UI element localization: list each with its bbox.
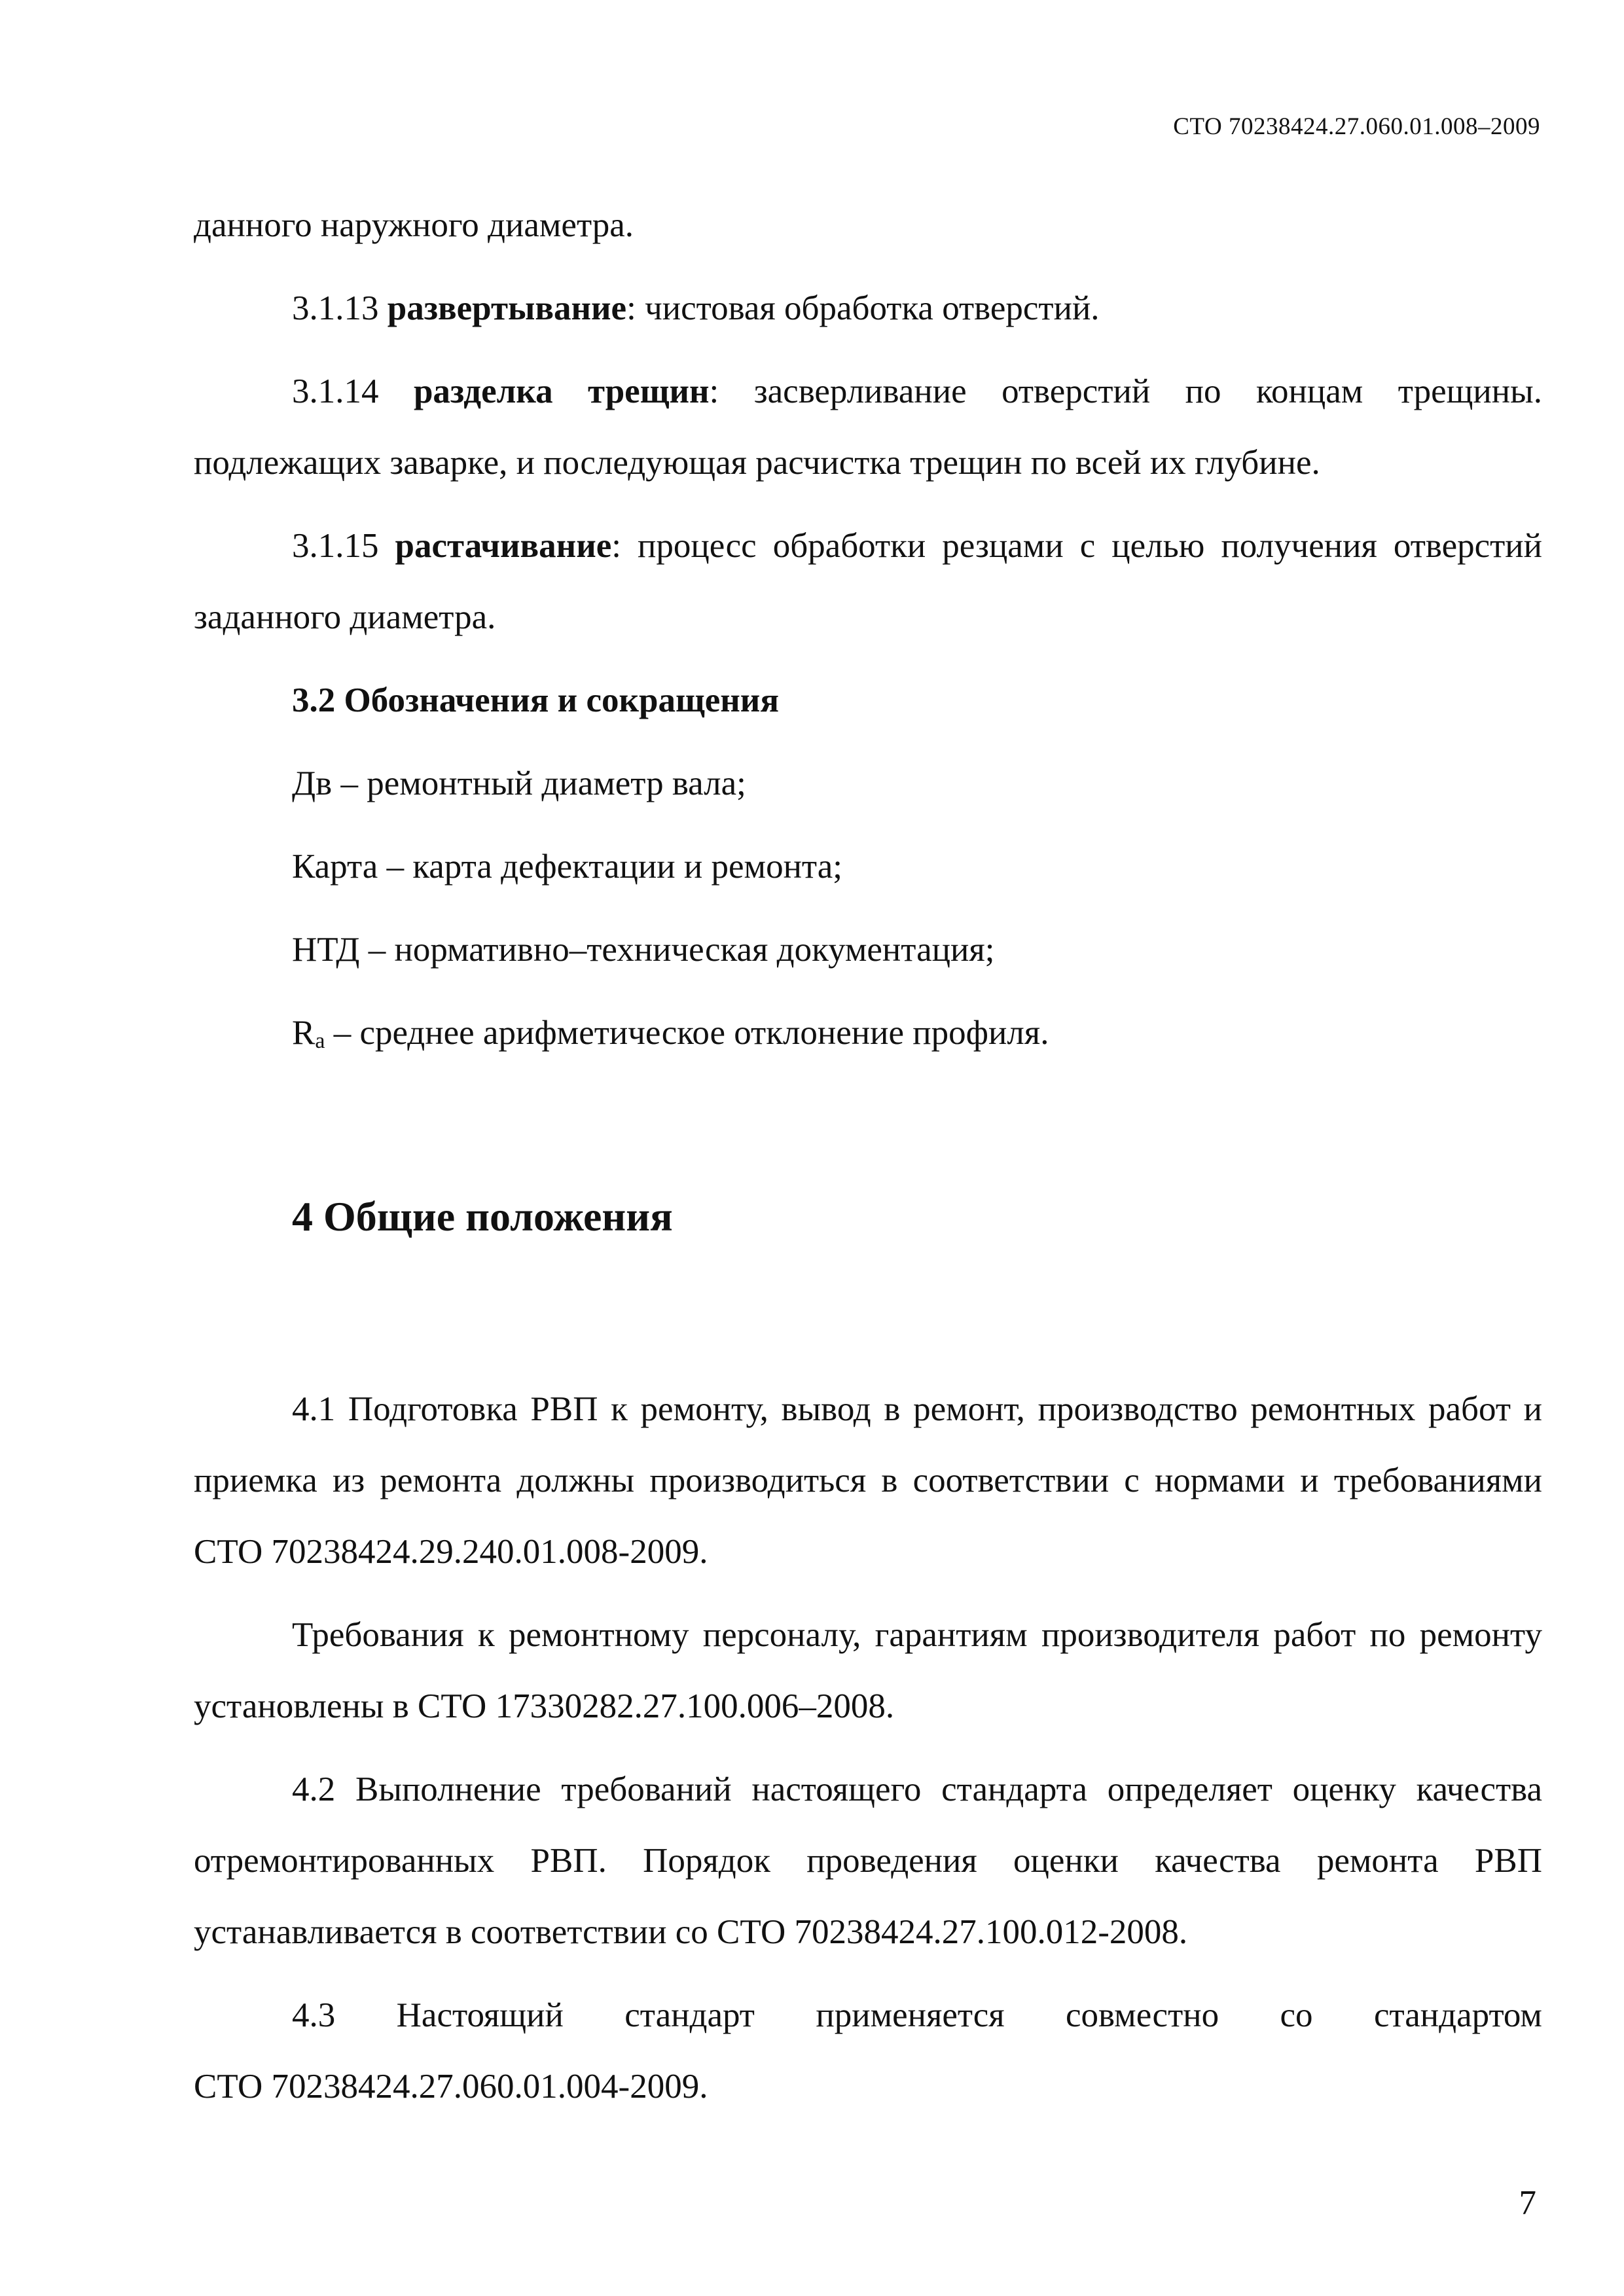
word: совместно bbox=[1066, 1996, 1219, 2034]
paragraph-4-1: 4.1 Подготовка РВП к ремонту, вывод в ремонт, производство ремонтных работ и приемка из ремонта должны производиться в соответствии с нормами и требованиями СТО 70238424.29.240.01.008-2009. bbox=[194, 1390, 1542, 1571]
word: со bbox=[1280, 1996, 1313, 2034]
term-name: растачивание bbox=[395, 527, 612, 565]
abbreviation-symbol: R bbox=[292, 1014, 316, 1052]
word: стандартом bbox=[1373, 1996, 1542, 2034]
term-definition: : засверливание отверстий по концам трещины. подлежащих заварке, и последующая расчистка трещин по всей их глубине. bbox=[194, 372, 1543, 482]
term-3-1-15 bbox=[194, 511, 1542, 653]
word: применяется bbox=[816, 1996, 1005, 2034]
term-number: 3.1.14 bbox=[292, 372, 379, 410]
abbreviation-item bbox=[292, 997, 1542, 1069]
page-content bbox=[194, 190, 1542, 2123]
section-3-2-heading: 3.2 Обозначения и сокращения bbox=[292, 681, 779, 719]
paragraph-4-3 bbox=[194, 1980, 1542, 2051]
abbreviation-symbol: Карта bbox=[292, 848, 378, 886]
abbreviation-text: – нормативно–техническая документация; bbox=[359, 931, 995, 969]
paragraph-4-2: 4.2 Выполнение требований настоящего стандарта определяет оценку качества отремонтированных РВП. Порядок проведения оценки качества ремонта РВП устанавливается в соответствии со СТО 70238424.27.100.012-2008. bbox=[194, 1770, 1542, 1951]
term-name: развертывание bbox=[387, 289, 627, 327]
term-definition: : чистовая обработка отверстий. bbox=[626, 289, 1100, 327]
abbreviation-item bbox=[292, 748, 1542, 819]
term-name: разделка трещин bbox=[413, 372, 710, 410]
abbreviation-text: – ремонтный диаметр вала; bbox=[332, 764, 746, 802]
abbreviation-symbol: Дв bbox=[292, 764, 333, 802]
paragraph-requirements: Требования к ремонтному персоналу, гарантиям производителя работ по ремонту установлены в СТО 17330282.27.100.006–2008. bbox=[194, 1616, 1542, 1725]
paragraph-4-3-first-line bbox=[292, 1980, 1542, 2051]
section-4-heading: 4 Общие положения bbox=[292, 1193, 673, 1240]
term-number: 3.1.15 bbox=[292, 527, 379, 565]
abbreviation-symbol: НТД bbox=[292, 931, 360, 969]
word: стандарт bbox=[624, 1996, 755, 2034]
continuation-text: данного наружного диаметра. bbox=[194, 206, 634, 244]
abbreviation-item bbox=[292, 914, 1542, 986]
abbreviation-text: – среднее арифметическое отклонение профиля. bbox=[325, 1014, 1049, 1052]
term-number: 3.1.13 bbox=[292, 289, 379, 327]
word: Настоящий bbox=[396, 1996, 564, 2034]
abbreviation-item bbox=[292, 831, 1542, 903]
abbreviation-text: – карта дефектации и ремонта; bbox=[378, 848, 842, 886]
word: 4.3 bbox=[292, 1996, 336, 2034]
term-definition: : процесс обработки резцами с целью получения отверстий заданного диаметра. bbox=[194, 527, 1542, 636]
term-3-1-14 bbox=[194, 356, 1542, 499]
abbreviation-subscript: a bbox=[315, 1029, 325, 1053]
paragraph-4-3-end: СТО 70238424.27.060.01.004-2009. bbox=[194, 2068, 708, 2106]
term-3-1-13 bbox=[194, 273, 1542, 344]
page-number: 7 bbox=[1519, 2184, 1536, 2222]
document-code-header: СТО 70238424.27.060.01.008–2009 bbox=[1173, 113, 1540, 140]
